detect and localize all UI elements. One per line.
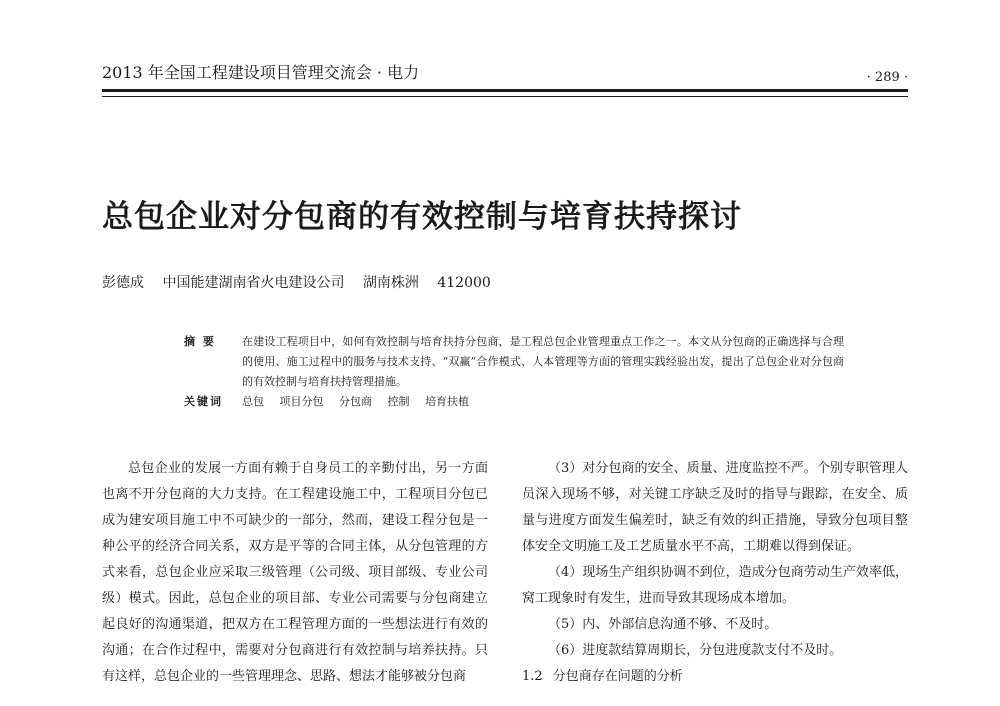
body-column-left xyxy=(102,456,488,690)
body-paragraph: 总包企业的发展一方面有赖于自身员工的辛勤付出，另一方面也离不开分包商的大力支持。在工程建设施工中，工程项目分包已成为建安项目施工中不可缺少的一部分，然而，建设工程分包是一种公平的经济合同关系，双方是平等的合同主体，从分包管理的方式来看，总包企业应采取三级管理（公司级、项目部级、专业公司级）模式。因此，总包企业的项目部、专业公司需要与分包商建立起良好的沟通渠道，把双方在工程管理方面的一些想法进行有效的沟通；在合作过程中，需要对分包商进行有效控制与培养扶持。只有这样，总包企业的一些管理理念、思路、想法才能够被分包商 xyxy=(102,461,488,684)
abstract-label: 摘 要 xyxy=(184,335,216,348)
keyword: 总包 xyxy=(242,395,264,408)
article-title: 总包企业对分包商的有效控制与培育扶持探讨 xyxy=(102,199,742,235)
keyword: 培育扶植 xyxy=(425,395,469,408)
journal-title: 2013 年全国工程建设项目管理交流会 · 电力 xyxy=(102,63,420,82)
header-rule-thin xyxy=(102,96,908,97)
author-location: 湖南株洲 xyxy=(362,275,419,291)
keywords-row xyxy=(184,392,844,412)
keywords-label: 关键词 xyxy=(184,395,223,408)
byline xyxy=(102,272,908,294)
abstract-row xyxy=(184,332,844,392)
body-paragraph: （4）现场生产组织协调不到位，造成分包商劳动生产效率低，窝工现象时有发生，进而导致其现场成本增加。 xyxy=(522,565,908,606)
subsection-heading xyxy=(522,664,908,690)
author-affiliation: 中国能建湖南省火电建设公司 xyxy=(162,275,345,291)
author-name: 彭德成 xyxy=(102,275,144,291)
postcode: 412000 xyxy=(437,275,491,291)
abstract-block xyxy=(184,332,844,412)
keyword: 分包商 xyxy=(339,395,372,408)
keywords-list xyxy=(242,392,844,412)
body-column-right xyxy=(522,456,908,690)
keyword: 控制 xyxy=(387,395,410,408)
body-paragraph: （6）进度款结算周期长，分包进度款支付不及时。 xyxy=(548,643,843,658)
abstract-text: 在建设工程项目中，如何有效控制与培育扶持分包商，是工程总包企业管理重点工作之一。本文从分包商的正确选择与合理的使用、施工过程中的服务与技术支持、“双赢”合作模式、人本管理等方面的管理实践经验出发，提出了总包企业对分包商的有效控制与培育扶持管理措施。 xyxy=(242,335,844,388)
body-paragraph: （3）对分包商的安全、质量、进度监控不严。个别专职管理人员深入现场不够，对关键工序缺乏及时的指导与跟踪，在安全、质量与进度方面发生偏差时，缺乏有效的纠正措施，导致分包项目整体安全文明施工及工艺质量水平不高，工期难以得到保证。 xyxy=(522,461,908,554)
page-number: · 289 · xyxy=(866,70,908,85)
running-header xyxy=(102,62,908,86)
header-rule-thick xyxy=(102,89,908,92)
subsection-number: 1.2 xyxy=(522,669,543,684)
subsection-title: 分包商存在问题的分析 xyxy=(552,669,683,684)
keyword: 项目分包 xyxy=(279,395,324,408)
body-paragraph: （5）内、外部信息沟通不够、不及时。 xyxy=(548,617,778,632)
